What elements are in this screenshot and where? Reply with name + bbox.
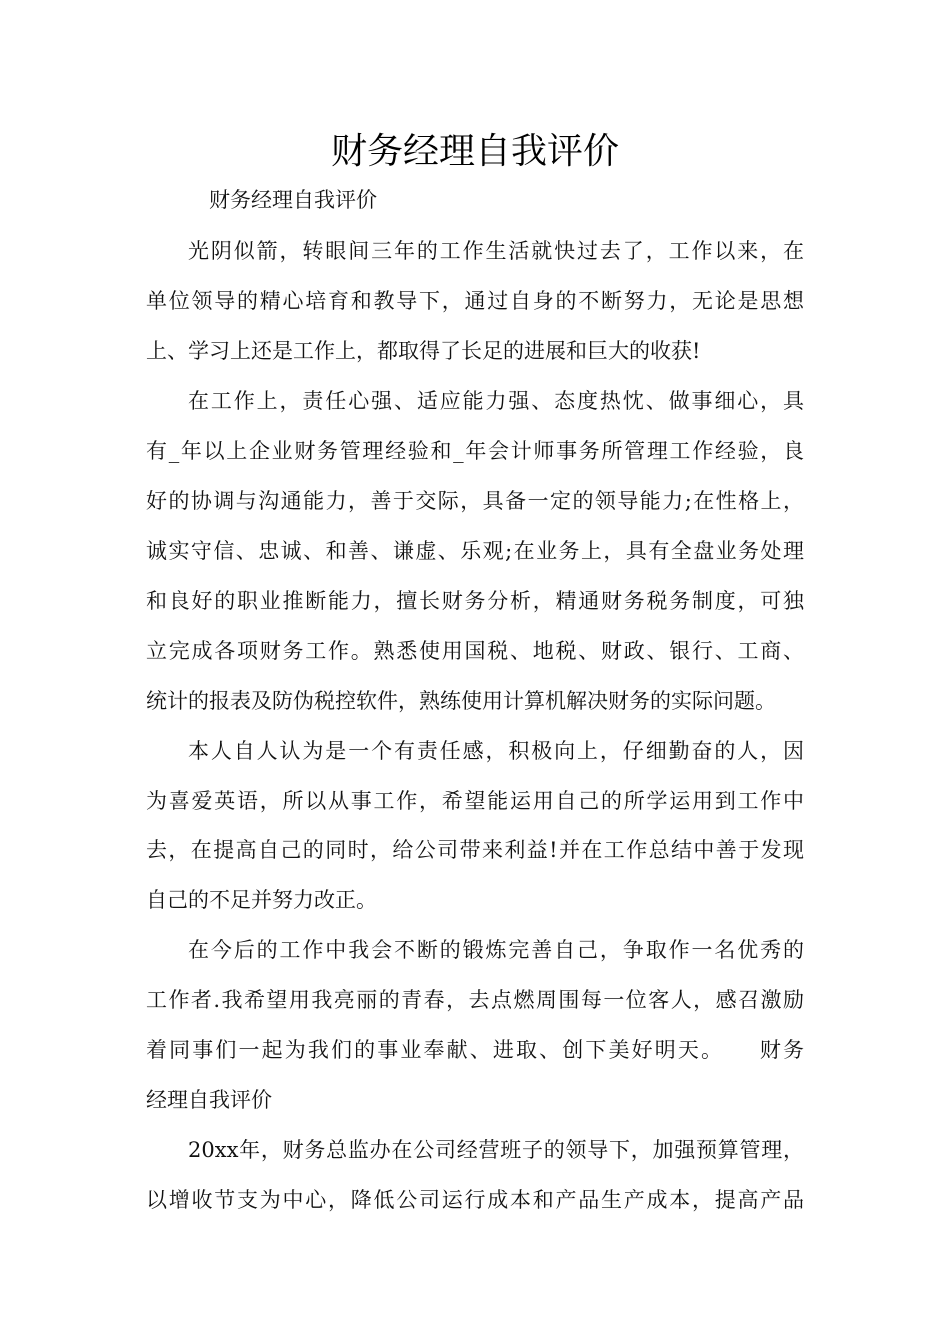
paragraph-line: 着同事们一起为我们的事业奉献、进取、创下美好明天。 财务 [146,1038,804,1062]
paragraph-line: 以增收节支为中心，降低公司运行成本和产品生产成本，提高产品 [146,1188,804,1212]
paragraph-line: 去，在提高自己的同时，给公司带来利益!并在工作总结中善于发现 [146,838,804,862]
paragraph-line: 20xx年，财务总监办在公司经营班子的领导下，加强预算管理， [188,1138,804,1162]
paragraph-line: 工作者.我希望用我亮丽的青春，去点燃周围每一位客人，感召激励 [146,988,804,1012]
document-title: 财务经理自我评价 [330,131,619,172]
document-subtitle: 财务经理自我评价 [209,188,377,212]
paragraph-line: 统计的报表及防伪税控软件，熟练使用计算机解决财务的实际问题。 [146,689,776,713]
paragraph-line: 诚实守信、忠诚、和善、谦虚、乐观;在业务上，具有全盘业务处理 [146,539,804,563]
paragraph-line: 自己的不足并努力改正。 [146,888,377,912]
paragraph-line: 有_年以上企业财务管理经验和_年会计师事务所管理工作经验，良 [146,439,804,463]
paragraph-line: 经理自我评价 [146,1088,272,1112]
paragraph-line: 本人自人认为是一个有责任感，积极向上，仔细勤奋的人，因 [188,739,804,763]
paragraph-line: 和良好的职业推断能力，擅长财务分析，精通财务税务制度，可独 [146,589,804,613]
paragraph-line: 为喜爱英语，所以从事工作，希望能运用自己的所学运用到工作中 [146,789,804,813]
paragraph-line: 好的协调与沟通能力，善于交际，具备一定的领导能力;在性格上， [146,489,804,513]
paragraph-line: 在今后的工作中我会不断的锻炼完善自己，争取作一名优秀的 [188,938,804,962]
paragraph-line: 单位领导的精心培育和教导下，通过自身的不断努力，无论是思想 [146,289,804,313]
paragraph-line: 在工作上，责任心强、适应能力强、态度热忱、做事细心，具 [188,389,804,413]
paragraph-line: 上、学习上还是工作上，都取得了长足的进展和巨大的收获! [146,339,701,363]
paragraph-line: 光阴似箭，转眼间三年的工作生活就快过去了，工作以来，在 [188,239,804,263]
paragraph-line: 立完成各项财务工作。熟悉使用国税、地税、财政、银行、工商、 [146,639,804,663]
